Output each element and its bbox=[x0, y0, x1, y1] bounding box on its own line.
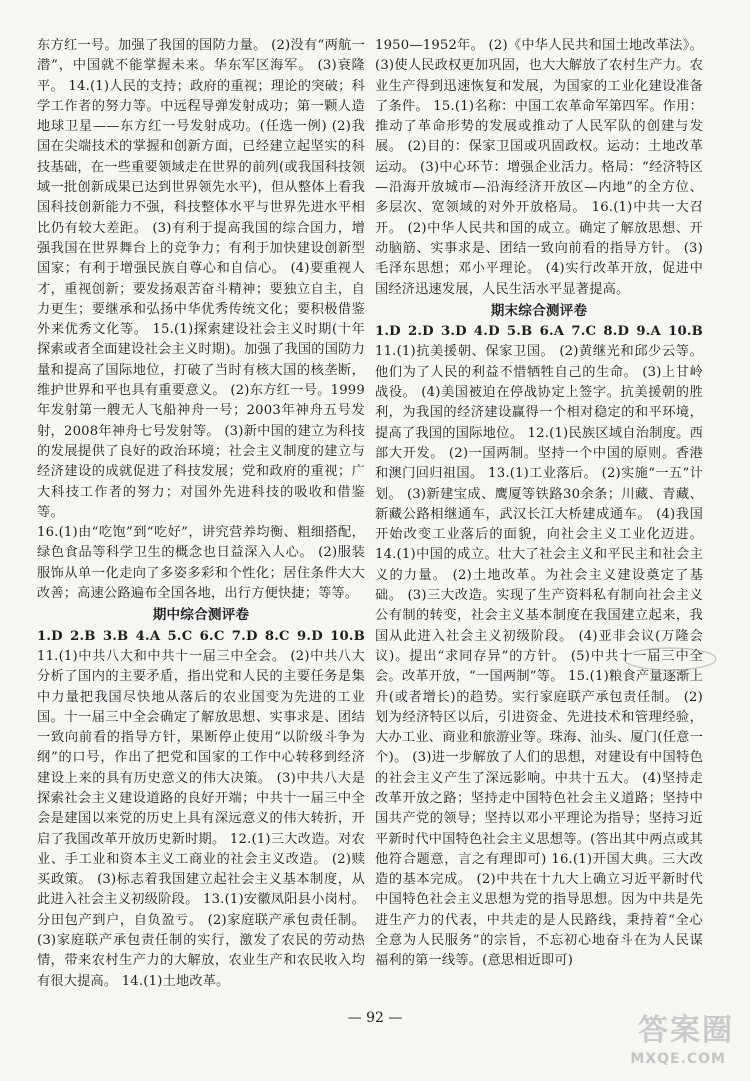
stamp-mark bbox=[620, 645, 720, 673]
right-paragraph-1: 1950—1952年。 (2)《中华人民共和国土地改革法》。 (3)使人民政权更加巩固，也大大解放了农村生产力。农业生产得到迅速恢复和发展，为国家的工业化建设准备了条件。 15.(1)名称：中国工农革命军第四军。作用：推动了革命形势的发展或推动了人民军队的创建与发展。 (2)目的：保家卫国或巩固政权。运动：土地改革运动。 (3)中心环节：增强企业活力。格局：“经济特区—沿海开放城市—沿海经济开放区—内地”的全方位、多层次、宽领域的对外开放格局。 16.(1)中共一大召开。 (2)中华人民共和国的成立。确定了解放思想、开动脑筋、实事求是、团结一致向前看的指导方针。 (3)毛泽东思想；邓小平理论。 (4)实行改革开放，促进中国经济迅速发展，人民生活水平显著提高。 bbox=[375, 38, 703, 297]
midterm-section-title: 期中综合测评卷 bbox=[152, 607, 250, 624]
right-column bbox=[375, 36, 703, 972]
page-number: — 92 — bbox=[347, 1010, 403, 1026]
final-multiple-choice: 1.D 2.D 3.D 4.D 5.B 6.A 7.C 8.D 9.A 10.B bbox=[375, 324, 703, 340]
midterm-answers bbox=[37, 627, 365, 992]
midterm-answer-text: 11.(1)中共八大和中共十一届三中全会。 (2)中共八大分析了国内的主要矛盾，指出党和人民的主要任务是集中力量把我国尽快地从落后的农业国变为先进的工业国。十一届三中全会确定了解放思想、实事求是、团结一致向前看的指导方针，果断停止使用“以阶级斗争为纲”的口号，作出了把党和国家的工作中心转移到经济建设上来的具有历史意义的伟大决策。 (3)中共八大是探索社会主义建设道路的良好开端；中共十一届三中全会是建国以来党的历史上具有深远意义的伟大转折，开启了我国改革开放历史新时期。 12.(1)三大改造。对农业、手工业和资本主义工商业的社会主义改造。 (2)赎买政策。 (3)标志着我国建立起社会主义基本制度，从此进入社会主义初级阶段。 13.(1)安徽凤阳县小岗村。分田包产到户，自负盈亏。 (2)家庭联产承包责任制。 (3)家庭联产承包责任制的实行，激发了农民的劳动热情，带来农村生产力的大解放，农业生产和农民收入均有很大提高。 14.(1)土地改革。 bbox=[37, 648, 365, 989]
watermark-url: MXQE.COM bbox=[630, 1051, 726, 1067]
midterm-multiple-choice: 1.D 2.B 3.B 4.A 5.C 6.C 7.D 8.C 9.D 10.B bbox=[37, 628, 365, 644]
watermark bbox=[590, 1003, 740, 1073]
final-answer-text: 11.(1)抗美援朝、保家卫国。 (2)黄继光和邱少云等。他们为了人民的利益不惜牺牲自己的生命。 (3)上甘岭战役。 (4)美国被迫在停战协定上签字。抗美援朝的胜利，为我国的经济建设赢得一个相对稳定的和平环境，提高了我国的国际地位。 12.(1)民族区域自治制度。西部大开发。 (2)一国两制。坚持一个中国的原则。香港和澳门回归祖国。 13.(1)工业落后。 (2)实施“一五”计划。 (3)新建宝成、鹰厦等铁路30余条；川藏、青藏、新藏公路相继通车，武汉长江大桥建成通车。 (4)我国开始改变工业落后的面貌，向社会主义工业化迈进。 14.(1)中国的成立。壮大了社会主义和平民主和社会主义的力量。 (2)土地改革。为社会主义建设奠定了基础。 (3)三大改造。实现了生产资料私有制向社会主义公有制的转变，社会主义基本制度在我国建立起来，我国从此进入社会主义初级阶段。 (4)亚非会议(万隆会议)。提出“求同存异”的方针。 (5)中共十一届三中全会。改革开放，“一国两制”等。 15.(1)粮食产量逐渐上升(或者增长)的趋势。实行家庭联产承包责任制。 (2)划为经济特区以后，引进资金、先进技术和管理经验，大办工业、商业和旅游业等。珠海、汕头、厦门(任意一个)。 (3)进一步解放了人们的思想，对建设有中国特色的社会主义产生了深远影响。中共十五大。 (4)坚持走改革开放之路；坚持走中国特色社会主义道路；坚持中国共产党的领导；坚持以邓小平理论为指导；坚持习近平新时代中国特色社会主义思想等。(答出其中两点或其他符合题意，言之有理即可) 16.(1)开国大典。三大改造的基本完成。 (2)中共在十九大上确立习近平新时代中国特色社会主义思想为党的指导思想。因为中共是先进生产力的代表，中共走的是人民路线，秉持着“全心全意为人民服务”的宗旨，不忘初心地奋斗在为人民谋福利的第一线等。(意思相近即可) bbox=[375, 344, 703, 969]
watermark-logo: 答案圈 bbox=[638, 1013, 734, 1048]
final-section-title: 期末综合测评卷 bbox=[490, 302, 588, 319]
left-column bbox=[37, 36, 365, 992]
left-paragraph-2: 16.(1)由“吃饱”到“吃好”，讲究营养均衡、粗细搭配，绿色食品等科学卫生的概念也日益深入人心。 (2)服装服饰从单一化走向了多姿多彩和个性化；居住条件大大改善；高速公路遍布全国各地，出行方便快捷；等等。 bbox=[37, 525, 365, 602]
left-paragraph-1: 东方红一号。加强了我国的国防力量。 (2)没有“两航一潜”，中国就不能掌握未来。华东军区海军。 (3)衰隆平。 14.(1)人民的支持；政府的重视；理论的突破；科学工作者的努力等。中远程导弹发射成功；第一颗人造地球卫星——东方红一号发射成功。(任选一例) (2)我国在尖端技术的掌握和创新方面，已经建立起坚实的科技基础，在一些重要领域走在世界的前列(或我国科技领域一批创新成果已达到世界领先水平)，但从整体上看我国科技创新能力不强，科技整体水平与世界先进水平相比仍有较大差距。 (3)有利于提高我国的综合国力，增强我国在世界舞台上的竞争力；有利于加快建设创新型国家；有利于增强民族自尊心和自信心。 (4)要重视人才，重视创新；要发扬艰苦奋斗精神；要独立自主，自力更生；要继承和弘扬中华优秀传统文化；要积极借鉴外来优秀文化等。 15.(1)探索建设社会主义时期(十年探索或者全面建设社会主义时期)。加强了我国的国防力量和提高了国际地位，打破了当时有核大国的核垄断，维护世界和平也具有重要意义。 (2)东方红一号。1999年发射第一艘无人飞船神舟一号；2003年神舟五号发射，2008年神舟七号发射等。 (3)新中国的建立为科技的发展提供了良好的政治环境；社会主义制度的建立与经济建设的成就促进了科技发展；党和政府的重视；广大科技工作者的努力；对国外先进科技的吸收和借鉴等。 bbox=[37, 38, 365, 520]
